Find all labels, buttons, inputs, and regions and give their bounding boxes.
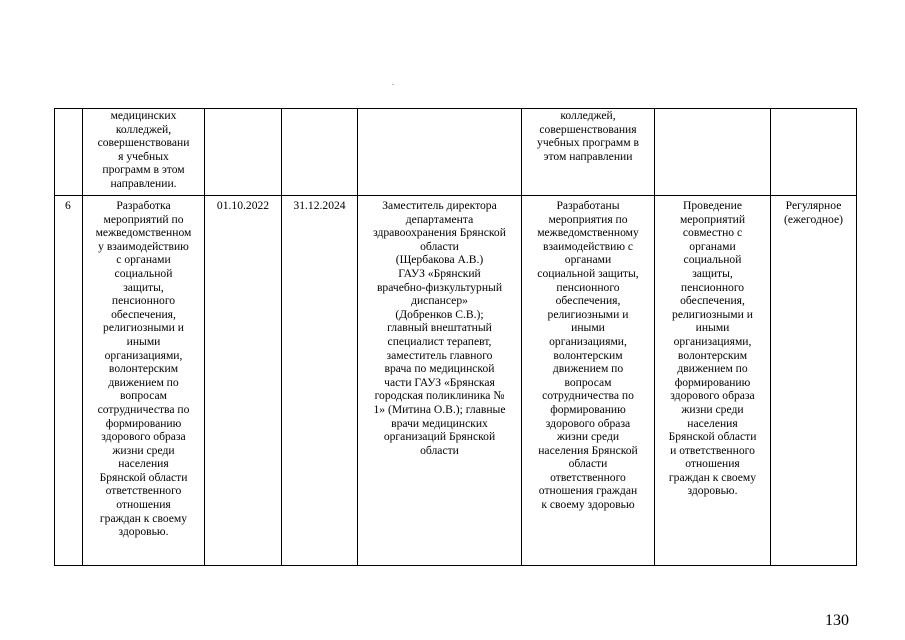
text-line: органами xyxy=(564,253,612,267)
text-line: ответственного xyxy=(550,470,626,484)
text-line: ответственного xyxy=(105,484,182,498)
text-line: специалист терапевт, xyxy=(387,334,492,348)
text-line: Разработка xyxy=(116,199,171,212)
text-line: населения xyxy=(687,416,738,430)
cell-result xyxy=(522,196,655,566)
cell-result-continuation xyxy=(522,109,655,196)
text-line: формированию xyxy=(105,416,182,430)
text-line: городская поликлиника № xyxy=(374,389,505,403)
text-line: граждан к своему xyxy=(668,470,757,484)
text-line: сотрудничества по xyxy=(542,389,634,403)
text-line: религиозными и xyxy=(103,321,184,335)
text-line: религиозными и xyxy=(547,307,629,321)
cell-periodicity-empty xyxy=(771,109,857,196)
cell-responsible-empty xyxy=(358,109,522,196)
text-line: врачебно-физкультурный xyxy=(376,280,503,294)
text-line: отношения xyxy=(685,457,740,471)
text-line: области xyxy=(568,457,608,471)
text-line: жизни среди xyxy=(112,443,175,457)
text-line: Заместитель директора xyxy=(382,199,497,212)
cell-number-empty xyxy=(55,109,83,196)
text-line: обеспечения, xyxy=(111,307,176,321)
text-line: здравоохранения Брянской xyxy=(373,226,506,240)
text-line: главный внештатный xyxy=(387,321,492,335)
text-line: пенсионного xyxy=(556,280,620,294)
text-line: области xyxy=(420,239,459,253)
text-line: вопросам xyxy=(564,375,612,389)
text-line: организациями, xyxy=(549,334,627,348)
text-line: здоровью. xyxy=(118,525,169,539)
text-line: движением по xyxy=(552,362,624,376)
text-line: Регулярное xyxy=(785,199,842,212)
measures-table xyxy=(54,108,857,566)
text-line: иными xyxy=(571,321,605,335)
cell-responsible xyxy=(358,196,522,566)
text-line: я учебных xyxy=(118,149,169,163)
page-number: 130 xyxy=(825,612,849,629)
text-line: Проведение xyxy=(683,199,742,212)
text-line: (Щербакова А.В.) xyxy=(395,253,484,267)
text-line: обеспечения, xyxy=(680,294,745,308)
text-line: здоровью. xyxy=(687,484,738,498)
cell-start-date: 01.10.2022 xyxy=(205,196,282,566)
text-line: жизни среди xyxy=(681,402,744,416)
text-line: защиты, xyxy=(123,280,164,294)
text-line: совершенствования xyxy=(539,122,637,136)
text-line: межведомственному xyxy=(537,226,639,240)
text-line: мероприятия по xyxy=(548,212,628,226)
text-line: социальной xyxy=(114,266,173,280)
text-line: организациями, xyxy=(673,334,752,348)
text-line: совместно с xyxy=(682,226,743,240)
text-line: направлении. xyxy=(110,176,177,190)
text-line: волонтерским xyxy=(108,362,179,376)
text-line: у взаимодействию xyxy=(98,239,189,253)
text-line: отношения граждан xyxy=(538,484,638,498)
text-line: пенсионного xyxy=(111,294,176,308)
text-line: врача по медицинской xyxy=(384,362,495,376)
text-line: с органами xyxy=(116,253,171,267)
text-line: Разработаны xyxy=(556,199,620,212)
cell-periodicity xyxy=(771,196,857,566)
text-line: Брянской области xyxy=(668,430,757,444)
text-line: органами xyxy=(689,239,736,253)
text-line: программ в этом xyxy=(102,163,185,177)
text-line: иными xyxy=(126,334,161,348)
text-line: Брянской области xyxy=(99,470,188,484)
text-line: медицинских xyxy=(110,109,177,122)
text-line: здорового образа xyxy=(670,389,755,403)
text-line: части ГАУЗ «Брянская xyxy=(384,375,495,389)
text-line: заместитель главного xyxy=(386,348,493,362)
text-line: 1» (Митина О.В.); главные xyxy=(373,402,506,416)
text-line: обеспечения, xyxy=(555,294,621,308)
text-line: населения Брянской xyxy=(538,443,638,457)
text-line: мероприятий по xyxy=(103,212,184,226)
text-line: граждан к своему xyxy=(99,511,188,525)
text-line: организаций Брянской xyxy=(383,430,496,444)
text-line: (ежегодное) xyxy=(784,212,843,226)
cell-event-empty xyxy=(655,109,771,196)
text-line: волонтерским xyxy=(553,348,623,362)
text-line: области xyxy=(420,443,459,457)
text-line: жизни среди xyxy=(556,430,620,444)
text-line: религиозными и xyxy=(672,307,753,321)
text-line: этом направлении xyxy=(543,149,633,163)
text-line: движением по xyxy=(677,362,748,376)
text-line: сотрудничества по xyxy=(97,402,190,416)
text-line: движением по xyxy=(108,375,179,389)
text-line: формированию xyxy=(674,375,751,389)
table-row-continuation xyxy=(55,109,857,196)
cell-start-empty xyxy=(205,109,282,196)
text-line: социальной xyxy=(683,253,742,267)
text-line: ГАУЗ «Брянский xyxy=(398,266,481,280)
cell-end-empty xyxy=(282,109,358,196)
text-line: учебных программ в xyxy=(537,136,639,150)
cell-measure xyxy=(83,196,205,566)
text-line: межведомственном xyxy=(95,226,192,240)
text-line: формированию xyxy=(550,402,626,416)
text-line: отношения xyxy=(116,498,171,512)
table-row-6 xyxy=(55,196,857,566)
text-line: социальной защиты, xyxy=(537,266,639,280)
text-line: колледжей, xyxy=(560,109,616,122)
cell-measure-continuation xyxy=(83,109,205,196)
text-line: взаимодействию с xyxy=(542,239,634,253)
text-line: совершенствовани xyxy=(97,136,190,150)
text-line: диспансер» xyxy=(411,294,468,308)
text-line: департамента xyxy=(405,212,474,226)
text-line: защиты, xyxy=(692,266,733,280)
text-line: к своему здоровью xyxy=(541,498,635,512)
text-line: врачи медицинских xyxy=(391,416,488,430)
text-line: (Добренков С.В.); xyxy=(395,307,484,321)
text-line: здорового образа xyxy=(545,416,631,430)
text-line: населения xyxy=(118,457,169,471)
text-line: пенсионного xyxy=(680,280,745,294)
text-line: волонтерским xyxy=(677,348,748,362)
scan-speck xyxy=(392,84,394,85)
cell-row-number: 6 xyxy=(55,196,83,566)
text-line: организациями, xyxy=(104,348,183,362)
cell-end-date: 31.12.2024 xyxy=(282,196,358,566)
text-line: здорового образа xyxy=(101,430,186,444)
text-line: иными xyxy=(695,321,730,335)
text-line: вопросам xyxy=(119,389,168,403)
text-line: мероприятий xyxy=(679,212,746,226)
text-line: и ответственного xyxy=(670,443,755,457)
text-line: колледжей, xyxy=(115,122,172,136)
cell-event xyxy=(655,196,771,566)
